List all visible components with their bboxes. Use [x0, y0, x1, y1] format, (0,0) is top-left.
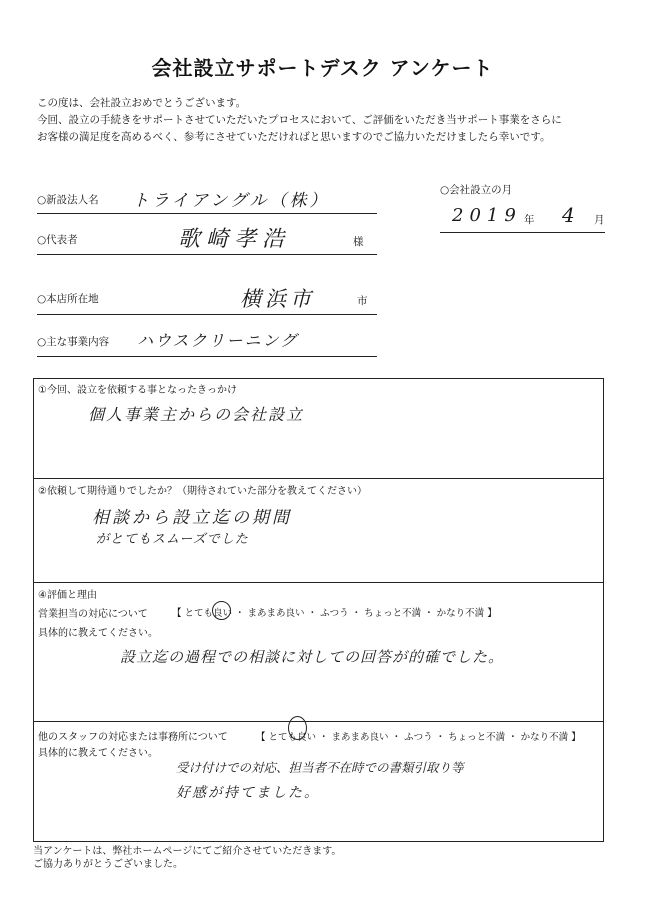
representative-suffix: 様 [353, 236, 364, 248]
question-1-label: ①今回、設立を依頼する事となったきっかけ [38, 385, 237, 396]
company-name-value: トライアングル（株） [132, 191, 330, 211]
staff-answer-line1: 受け付けでの対応、担当者不在時での書類引取り等 [176, 760, 464, 775]
sales-label: 営業担当の対応について [38, 609, 148, 620]
question-4-box [33, 582, 604, 842]
established-month: 4 [562, 203, 575, 227]
intro-line: この度は、会社設立おめでとうございます。 [37, 97, 247, 109]
question-2-answer-line1: 相談から設立迄の期間 [92, 508, 292, 528]
section-divider [33, 721, 604, 722]
head-office-suffix: 市 [357, 295, 368, 307]
representative-value: 歌崎孝浩 [178, 227, 291, 252]
established-label: ○会社設立の月 [440, 184, 513, 196]
business-value: ハウスクリーニング [137, 331, 299, 350]
established-month-unit: 月 [594, 214, 605, 226]
company-name-label: ○新設法人名 [37, 194, 99, 206]
intro-line: 今回、設立の手続きをサポートさせていただいたプロセスにおいて、ご評価をいただき当サポート事業をさらに [37, 114, 562, 126]
staff-answer-line2: 好感が持てました。 [176, 785, 320, 801]
company-name-underline [37, 213, 377, 214]
sales-rating-selected-mark [212, 601, 231, 620]
representative-underline [37, 254, 377, 255]
sales-detail-label: 具体的に教えてください。 [38, 628, 158, 639]
footer-line: ご協力ありがとうございました。 [33, 859, 183, 870]
question-4-label: ④評価と理由 [38, 590, 97, 601]
sales-rating-options: 【 とても良い ・ まあまあ良い ・ ふつう ・ ちょっと不満 ・ かなり不満 】 [172, 608, 497, 619]
established-year-unit: 年 [524, 214, 535, 226]
established-year: 2019 [452, 205, 522, 226]
representative-label: ○代表者 [37, 234, 78, 246]
head-office-underline [37, 314, 377, 315]
staff-rating-options: 【 とても良い ・ まあまあ良い ・ ふつう ・ ちょっと不満 ・ かなり不満 】 [256, 732, 581, 743]
sales-answer: 設立迄の過程での相談に対しての回答が的確でした。 [120, 648, 505, 666]
established-underline [440, 232, 605, 233]
intro-line: お客様の満足度を高めるべく、参考にさせていただければと思いますのでご協力いただけましたら幸いです。 [37, 131, 551, 143]
footer-note [33, 845, 341, 871]
page-title: 会社設立サポートデスク アンケート [151, 56, 494, 80]
intro-text [37, 95, 617, 146]
business-underline [37, 356, 377, 357]
staff-detail-label: 具体的に教えてください。 [38, 748, 158, 759]
business-label: ○主な事業内容 [37, 336, 110, 348]
question-1-answer: 個人事業主からの会社設立 [88, 405, 305, 424]
head-office-value: 横浜市 [240, 287, 315, 311]
footer-line: 当アンケートは、弊社ホームページにてご紹介させていただきます。 [33, 846, 342, 857]
head-office-label: ○本店所在地 [37, 293, 99, 305]
question-2-label: ②依頼して期待通りでしたか？（期待されていた部分を教えてください） [38, 486, 367, 497]
staff-rating-selected-mark [288, 716, 307, 740]
question-2-answer-line2: がとてもスムーズでした [96, 532, 249, 547]
staff-label: 他のスタッフの対応または事務所について [38, 732, 228, 743]
